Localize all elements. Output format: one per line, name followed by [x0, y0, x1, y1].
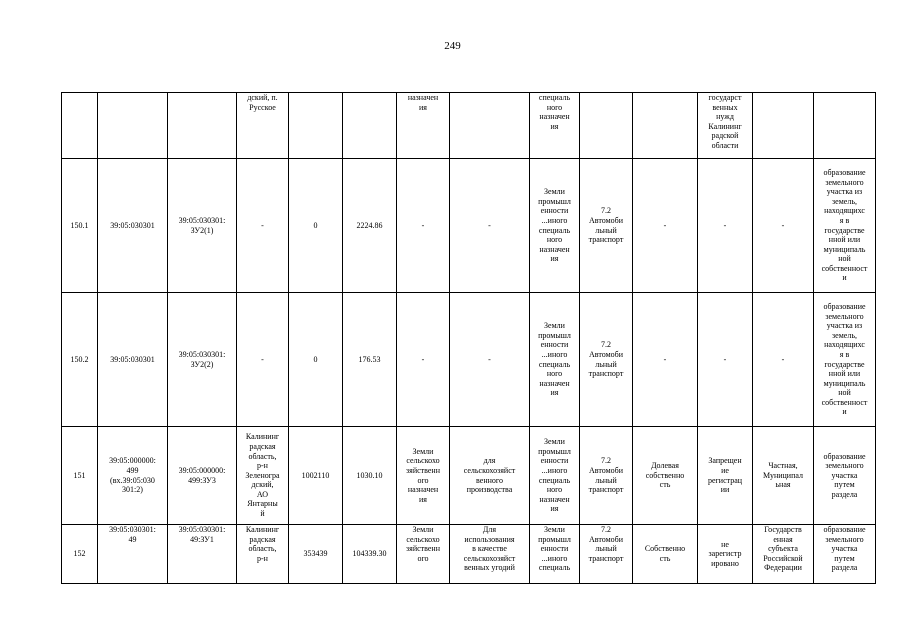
- table-cell: для сельскохозяйст венного производства: [450, 427, 530, 525]
- table-cell: 2224.86: [343, 159, 397, 293]
- table-cell: 353439: [289, 525, 343, 584]
- table-cell: Земли промышл енности ...иного специаль: [530, 525, 580, 584]
- table-cell: 7.2 Автомоби льный транспорт: [580, 427, 633, 525]
- table-cell: образование земельного участка путем раздела: [814, 427, 876, 525]
- table-cell: 39:05:030301: [98, 159, 168, 293]
- table-cell: [62, 93, 98, 159]
- table-cell: 150.2: [62, 293, 98, 427]
- table-row: [62, 293, 876, 427]
- table-cell: специаль ного назначен ия: [530, 93, 580, 159]
- table-cell: Калининг радская область, р-н Зеленогра дский, АО Янтарны й: [237, 427, 289, 525]
- table-cell: [168, 93, 237, 159]
- table-cell: -: [237, 159, 289, 293]
- table-cell: 39:05:030301: 49:ЗУ1: [168, 525, 237, 584]
- table-cell: Земли сельскохо зяйственн ого: [397, 525, 450, 584]
- table-row: [62, 427, 876, 525]
- table-cell: 39:05:000000: 499:ЗУ3: [168, 427, 237, 525]
- table-cell: 176.53: [343, 293, 397, 427]
- table-cell: 0: [289, 159, 343, 293]
- table-cell: [580, 93, 633, 159]
- table-cell: -: [397, 159, 450, 293]
- table-cell: Собственно сть: [633, 525, 698, 584]
- table-cell: образование земельного участка путем раздела: [814, 525, 876, 584]
- page-number: 249: [444, 40, 461, 52]
- table-cell: 152: [62, 525, 98, 584]
- table-cell: -: [753, 159, 814, 293]
- table-cell: Земли промышл енности ...иного специаль ного назначен ия: [530, 293, 580, 427]
- table-cell: [633, 93, 698, 159]
- table-cell: Долевая собственно сть: [633, 427, 698, 525]
- table-row: [62, 159, 876, 293]
- table-cell: 7.2 Автомоби льный транспорт: [580, 293, 633, 427]
- table-cell: 7.2 Автомоби льный транспорт: [580, 525, 633, 584]
- land-plots-table: [61, 92, 876, 584]
- table-cell: 1002110: [289, 427, 343, 525]
- table-cell: [450, 93, 530, 159]
- table-cell: 151: [62, 427, 98, 525]
- table-cell: -: [237, 293, 289, 427]
- table-row: [62, 93, 876, 159]
- table-cell: 104339.30: [343, 525, 397, 584]
- table-cell: назначен ия: [397, 93, 450, 159]
- table-cell: образование земельного участка из земель, находящихс я в государстве нной или муниципаль ной собственност и: [814, 293, 876, 427]
- table-cell: -: [633, 293, 698, 427]
- table-cell: -: [698, 159, 753, 293]
- table-cell: Частная, Муниципал ьная: [753, 427, 814, 525]
- table-cell: 150.1: [62, 159, 98, 293]
- table-cell: [343, 93, 397, 159]
- table-cell: -: [450, 159, 530, 293]
- table-cell: -: [753, 293, 814, 427]
- table-cell: [753, 93, 814, 159]
- table-cell: дский, п. Русское: [237, 93, 289, 159]
- table-cell: -: [450, 293, 530, 427]
- table-cell: 39:05:030301: 49: [98, 525, 168, 584]
- table-cell: 39:05:030301: ЗУ2(1): [168, 159, 237, 293]
- table-cell: Земли сельскохо зяйственн ого назначен ия: [397, 427, 450, 525]
- table-cell: Для использования в качестве сельскохозяйст венных угодий: [450, 525, 530, 584]
- table-cell: [98, 93, 168, 159]
- table-cell: государст венных нужд Калининг радской области: [698, 93, 753, 159]
- table-cell: Запрещен ие регистрац ии: [698, 427, 753, 525]
- table-cell: 39:05:030301: [98, 293, 168, 427]
- table-row: [62, 525, 876, 584]
- table-cell: Земли промышл енности ...иного специаль ного назначен ия: [530, 427, 580, 525]
- table-cell: -: [633, 159, 698, 293]
- table-cell: Государств енная субъекта Российской Федерации: [753, 525, 814, 584]
- table-cell: -: [698, 293, 753, 427]
- table-cell: 1030.10: [343, 427, 397, 525]
- table-cell: [814, 93, 876, 159]
- table-cell: Калининг радская область, р-н: [237, 525, 289, 584]
- table-cell: не зарегистр ировано: [698, 525, 753, 584]
- table-cell: 0: [289, 293, 343, 427]
- table-cell: 7.2 Автомоби льный транспорт: [580, 159, 633, 293]
- table-cell: образование земельного участка из земель, находящихс я в государстве нной или муниципаль ной собственност и: [814, 159, 876, 293]
- table-cell: 39:05:000000: 499 (вх.39:05:030 301:2): [98, 427, 168, 525]
- table-cell: Земли промышл енности ...иного специаль ного назначен ия: [530, 159, 580, 293]
- table-cell: -: [397, 293, 450, 427]
- table-cell: [289, 93, 343, 159]
- table-cell: 39:05:030301: ЗУ2(2): [168, 293, 237, 427]
